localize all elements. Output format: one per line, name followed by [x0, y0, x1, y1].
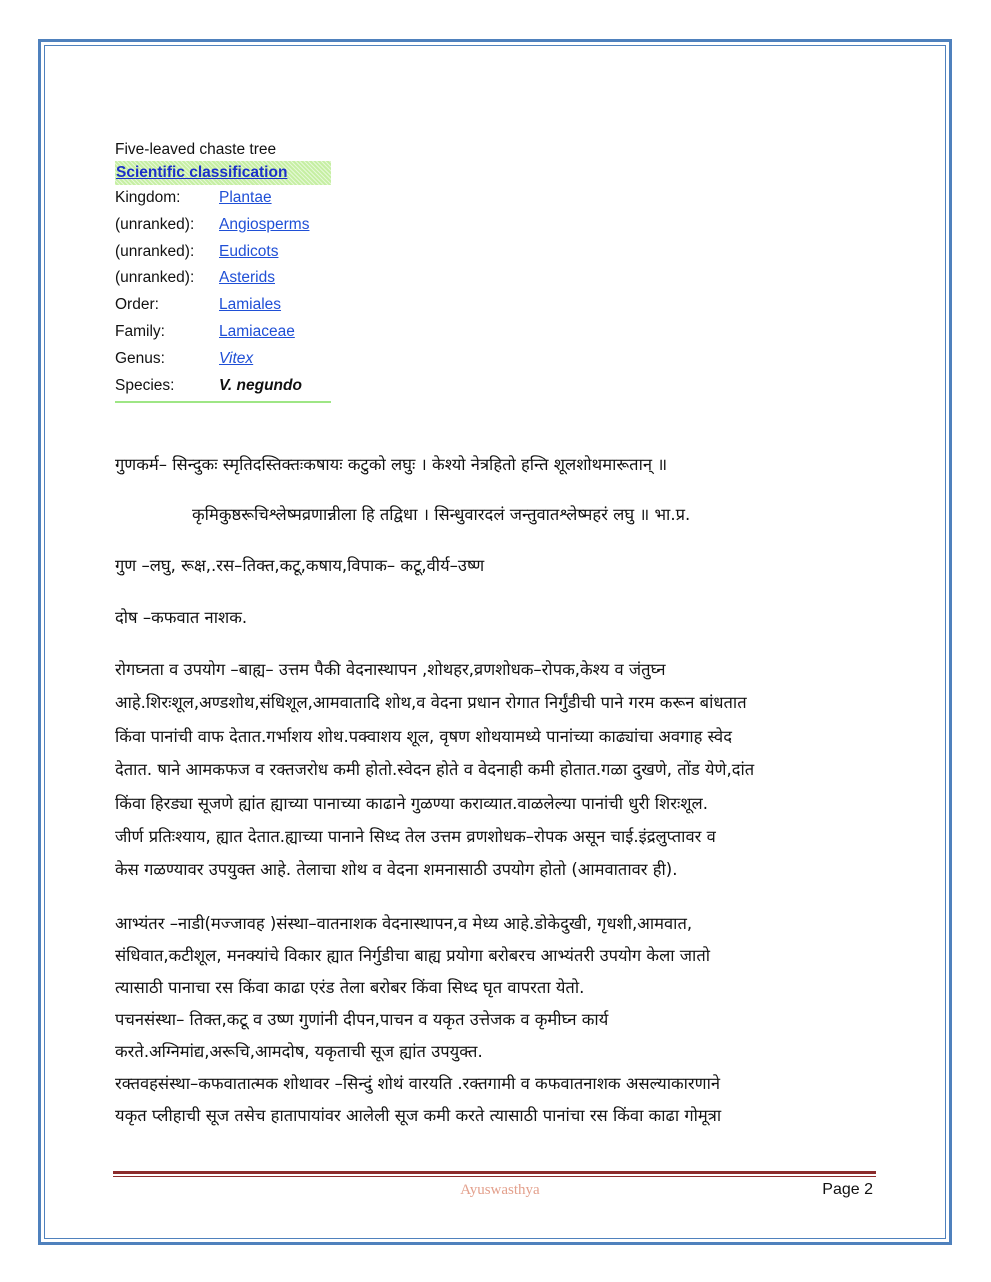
page-number: Page 2: [822, 1181, 873, 1198]
uses-paragraph: [115, 653, 867, 887]
text-line: किंवा हिरड्या सूजणे ह्यांत ह्याच्या पानाच्या काढाने गुळण्या कराव्यात.वाळलेल्या पानांची धुरी शिरःशूल.: [115, 793, 708, 813]
taxonomy-key: Species:: [115, 376, 175, 394]
taxonomy-box: [115, 139, 331, 403]
text-line: किंवा पानांची वाफ देतात.गर्भाशय शोथ.पक्वाशय शूल, वृषण शोथयामध्ये पानांच्या काढ्यांचा अवगाह स्वेद: [115, 726, 732, 746]
text-line: देतात. षाने आमकफज व रक्तजरोध कमी होतो.स्वेदन होते व वेदनाही कमी होतात.गळा दुखणे, तोंड येणे,दांत: [115, 760, 755, 780]
text-line: संधिवात,कटीशूल, मनक्यांचे विकार ह्यात निर्गुडीचा बाह्य प्रयोगा बरोबरच आभ्यंतरी उपयोग केला जातो: [115, 946, 710, 965]
taxonomy-row-species: [115, 373, 331, 400]
taxonomy-row-clade-3: [115, 265, 331, 292]
taxonomy-row-order: [115, 292, 331, 319]
text-line: आहे.शिरःशूल,अण्डशोथ,संधिशूल,आमवातादि शोथ,व वेदना प्रधान रोगात निर्गुंडीची पाने गरम करून बांधतात: [115, 693, 747, 713]
text-line: रक्तवहसंस्था–कफवातात्मक शोथावर –सिन्दुं शोथं वारयति .रक्तगामी व कफवातनाशक असल्याकारणाने: [115, 1074, 721, 1093]
text-line: कृमिकुष्ठरूचिश्लेष्मव्रणान्नीला हि तद्विधा । सिन्धुवारदलं जन्तुवातश्लेष्महरं लघु ॥ भा.प्र.: [192, 505, 691, 524]
taxonomy-row-family: [115, 319, 331, 346]
text-line: पचनसंस्था– तिक्त,कटू व उष्ण गुणांनी दीपन,पाचन व यकृत उत्तेजक व कृमीघ्न कार्य: [115, 1010, 609, 1029]
taxonomy-key: Genus:: [115, 349, 165, 367]
taxonomy-row-genus: [115, 346, 331, 373]
taxonomy-key: Kingdom:: [115, 189, 181, 206]
taxonomy-key: Family:: [115, 322, 165, 340]
text-line: गुण –लघु, रूक्ष,.रस–तिक्त,कटू,कषाय,विपाक– कटू,वीर्य–उष्ण: [115, 556, 485, 575]
species-name: V. negundo: [219, 376, 302, 394]
taxonomy-key: Order:: [115, 296, 159, 314]
kingdom-link[interactable]: Plantae: [219, 189, 272, 206]
text-line: त्यासाठी पानाचा रस किंवा काढा एरंड तेला बरोबर किंवा सिध्द घृत वापरता येतो.: [115, 978, 585, 997]
angiosperms-link[interactable]: Angiosperms: [219, 215, 310, 233]
eudicots-link[interactable]: Eudicots: [219, 242, 279, 260]
shloka-line-2: [192, 498, 867, 531]
common-name: Five-leaved chaste tree: [115, 141, 277, 158]
taxonomy-bottom-rule: [115, 401, 331, 403]
internal-use-paragraph: [115, 908, 867, 1132]
text-line: जीर्ण प्रतिःश्याय, ह्यात देतात.ह्याच्या पानाने सिध्द तेल उत्तम व्रणशोधक–रोपक असून चाई.इंद्रलुप्तावर व: [115, 826, 716, 846]
text-line: करते.अग्निमांद्य,अरूचि,आमदोष, यकृताची सूज ह्यांत उपयुक्त.: [115, 1042, 483, 1061]
taxonomy-key: (unranked):: [115, 215, 195, 233]
footer-site-name: Ayuswasthya: [460, 1182, 540, 1198]
genus-link[interactable]: Vitex: [219, 349, 254, 367]
text-line: रोगघ्नता व उपयोग –बाह्य– उत्तम पैकी वेदनास्थापन ,शोथहर,व्रणशोधक–रोपक,केश्य व जंतुघ्न: [115, 660, 666, 679]
dosha-line: [115, 601, 867, 634]
taxonomy-row-clade-1: [115, 212, 331, 239]
family-link[interactable]: Lamiaceae: [219, 322, 295, 340]
classification-heading: [115, 161, 331, 185]
guna-line: [115, 549, 867, 582]
order-link[interactable]: Lamiales: [219, 296, 282, 314]
shloka-line-1: [115, 448, 867, 481]
classification-heading-link[interactable]: Scientific classification: [116, 164, 288, 181]
taxonomy-row-clade-2: [115, 239, 331, 266]
text-line: आभ्यंतर –नाडी(मज्जावह )संस्था–वातनाशक वेदनास्थापन,व मेध्य आहे.डोकेदुखी, गृधशी,आमवात,: [115, 914, 693, 933]
taxonomy-row-kingdom: [115, 185, 331, 212]
text-line: केस गळण्यावर उपयुक्त आहे. तेलाचा शोथ व वेदना शमनासाठी उपयोग होतो (आमवातावर ही).: [115, 860, 678, 880]
taxonomy-key: (unranked):: [115, 242, 195, 260]
text-line: गुणकर्म– सिन्दुकः स्मृतिदस्तिक्तःकषायः कटुको लघुः । केश्यो नेत्रहितो हन्ति शूलशोथमारूतान् ॥: [115, 455, 668, 474]
asterids-link[interactable]: Asterids: [219, 269, 275, 287]
footer-rule-thin: [113, 1176, 876, 1177]
taxonomy-key: (unranked):: [115, 269, 195, 287]
text-line: दोष –कफवात नाशक.: [115, 608, 248, 627]
footer-rule-thick: [113, 1171, 876, 1174]
text-line: यकृत प्लीहाची सूज तसेच हातापायांवर आलेली सूज कमी करते त्यासाठी पानांचा रस किंवा काढा गोमूत्रा: [115, 1106, 722, 1125]
